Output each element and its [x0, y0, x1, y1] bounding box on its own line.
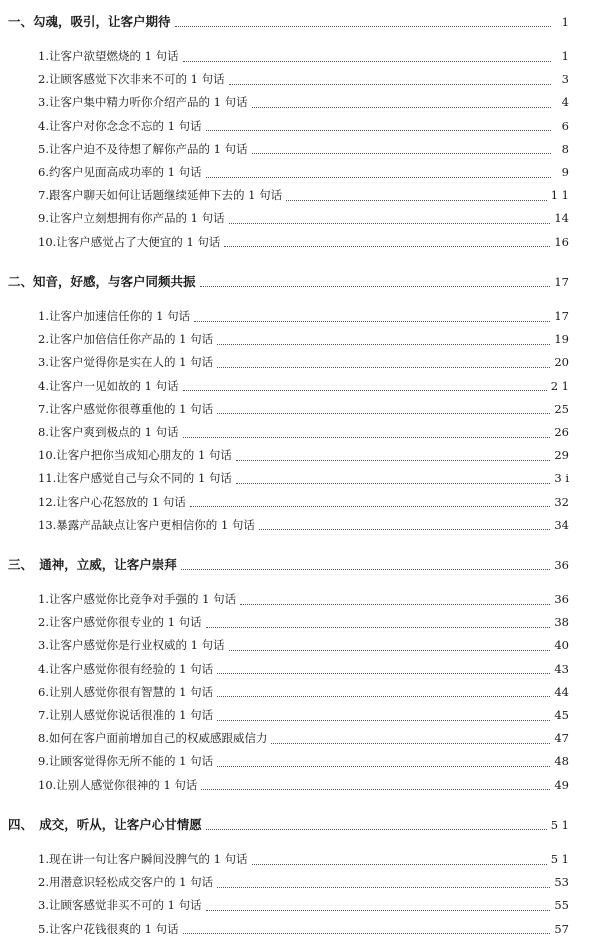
entry-page-number: 17 — [554, 309, 569, 323]
dot-leader — [217, 673, 550, 674]
entry-page-number: 4 — [561, 95, 569, 110]
toc-entry[interactable] — [0, 661, 590, 677]
entry-page-number: 57 — [554, 921, 569, 936]
entry-title: 5.让客户迫不及待想了解你产品的 1 句话 — [38, 141, 248, 156]
dot-leader — [217, 766, 550, 767]
entry-page-number: 38 — [554, 615, 569, 630]
entry-page-number: 45 — [554, 708, 569, 722]
entry-title: 13.暴露产品缺点让客户更相信你的 1 句话 — [38, 517, 255, 532]
entry-title: 1.让客户欲望燃烧的 1 句话 — [38, 49, 179, 63]
toc-entry[interactable] — [0, 164, 590, 180]
entry-page-number: 14 — [554, 211, 569, 226]
dot-leader — [183, 390, 547, 391]
toc-entry[interactable] — [0, 707, 590, 723]
dot-leader — [229, 84, 551, 85]
entry-title: 12.让客户心花怒放的 1 句话 — [38, 494, 186, 509]
dot-leader — [190, 506, 550, 507]
entry-page-number: 3 — [561, 72, 569, 87]
toc-entry[interactable] — [0, 851, 590, 867]
toc-entry[interactable] — [0, 94, 590, 110]
toc-entry[interactable] — [0, 470, 590, 486]
entry-page-number: 44 — [554, 684, 569, 699]
entry-title: 1.让客户感觉你比竞争对手强的 1 句话 — [38, 592, 237, 606]
section-title: 二、知音，好感，与客户同频共振 — [8, 274, 196, 289]
section-title: 四、 成交，听从，让客户心甘情愿 — [8, 817, 202, 832]
entry-page-number: 43 — [554, 661, 569, 676]
toc-section-heading[interactable] — [0, 815, 590, 833]
section-page-number: 1 — [561, 15, 569, 29]
toc-entry[interactable] — [0, 494, 590, 510]
toc-entry[interactable] — [0, 637, 590, 653]
entry-page-number: 5 1 — [550, 852, 569, 866]
dot-leader — [217, 367, 550, 368]
toc-entry[interactable] — [0, 591, 590, 607]
toc-section-heading[interactable] — [0, 555, 590, 573]
entry-title: 3.让客户觉得你是实在人的 1 句话 — [38, 355, 214, 370]
entry-page-number: 9 — [561, 165, 569, 179]
toc-entry[interactable] — [0, 118, 590, 134]
toc-entry[interactable] — [0, 308, 590, 324]
entry-page-number: 20 — [554, 355, 569, 370]
dot-leader — [183, 61, 551, 62]
entry-page-number: 16 — [554, 234, 569, 249]
toc-entry[interactable] — [0, 48, 590, 64]
entry-title: 10.让客户感觉占了大便宜的 1 句话 — [38, 234, 221, 249]
toc-entry[interactable] — [0, 424, 590, 440]
section-title: 三、 通神，立威，让客户崇拜 — [8, 557, 177, 572]
dot-leader — [181, 569, 551, 570]
dot-leader — [206, 829, 547, 830]
entry-page-number: 47 — [554, 731, 569, 746]
dot-leader — [252, 153, 551, 154]
toc-entry[interactable] — [0, 897, 590, 913]
entry-page-number: 26 — [554, 425, 569, 439]
entry-page-number: 40 — [554, 638, 569, 653]
entry-title: 7.让客户感觉你很尊重他的 1 句话 — [38, 401, 214, 416]
entry-page-number: 8 — [561, 141, 569, 156]
entry-title: 3.让客户感觉你是行业权威的 1 句话 — [38, 638, 225, 653]
dot-leader — [217, 413, 550, 414]
entry-title: 7.跟客户聊天如何让话题继续延伸下去的 1 句话 — [38, 188, 283, 203]
entry-title: 8.如何在客户面前增加自己的权威感跟威信力 — [38, 731, 268, 746]
dot-leader — [217, 344, 550, 345]
dot-leader — [183, 437, 551, 438]
toc-entry[interactable] — [0, 331, 590, 347]
dot-leader — [224, 246, 550, 247]
dot-leader — [229, 223, 551, 224]
toc-entry[interactable] — [0, 354, 590, 370]
entry-title: 6.约客户见面高成功率的 1 句话 — [38, 165, 202, 179]
entry-title: 3.让客户集中精力听你介绍产品的 1 句话 — [38, 95, 248, 110]
dot-leader — [206, 177, 551, 178]
dot-leader — [206, 130, 551, 131]
toc-entry[interactable] — [0, 614, 590, 630]
toc-entry[interactable] — [0, 187, 590, 203]
dot-leader — [271, 743, 550, 744]
dot-leader — [236, 460, 550, 461]
entry-title: 10.让客户把你当成知心朋友的 1 句话 — [38, 448, 232, 463]
entry-page-number: 2 1 — [550, 378, 569, 393]
dot-leader — [217, 696, 550, 697]
dot-leader — [217, 887, 550, 888]
entry-title: 2.让客户感觉你很专业的 1 句话 — [38, 615, 202, 630]
toc-entry[interactable] — [0, 71, 590, 87]
entry-page-number: 1 — [561, 49, 569, 63]
toc-entry[interactable] — [0, 753, 590, 769]
entry-title: 7.让别人感觉你说话很准的 1 句话 — [38, 708, 214, 722]
entry-title: 3.让顾客感觉非买不可的 1 句话 — [38, 898, 202, 913]
entry-page-number: 55 — [554, 898, 569, 913]
entry-page-number: 25 — [554, 401, 569, 416]
dot-leader — [200, 286, 551, 287]
dot-leader — [240, 604, 550, 605]
toc-entry[interactable] — [0, 234, 590, 250]
entry-title: 4.让客户感觉你很有经验的 1 句话 — [38, 661, 214, 676]
entry-title: 2.让客户加倍信任你产品的 1 句话 — [38, 332, 214, 347]
dot-leader — [201, 789, 550, 790]
toc-entry[interactable] — [0, 777, 590, 793]
entry-title: 9.让客户立刻想拥有你产品的 1 句话 — [38, 211, 225, 226]
entry-title: 1.现在讲一句让客户瞬间没脾气的 1 句话 — [38, 852, 248, 866]
dot-leader — [206, 627, 551, 628]
toc-entry[interactable] — [0, 141, 590, 157]
entry-page-number: 53 — [554, 875, 569, 890]
entry-title: 4.让客户对你念念不忘的 1 句话 — [38, 118, 202, 133]
entry-page-number: 6 — [561, 118, 569, 133]
toc-entry[interactable] — [0, 447, 590, 463]
section-page-number: 5 1 — [550, 818, 569, 832]
entry-page-number: 49 — [554, 777, 569, 792]
dot-leader — [259, 529, 550, 530]
toc-section-heading[interactable] — [0, 272, 590, 290]
entry-title: 2.让顾客感觉下次非来不可的 1 句话 — [38, 72, 225, 87]
dot-leader — [252, 107, 551, 108]
dot-leader — [236, 483, 550, 484]
entry-page-number: 48 — [554, 754, 569, 769]
dot-leader — [194, 321, 550, 322]
dot-leader — [229, 650, 551, 651]
entry-title: 6.让别人感觉你很有智慧的 1 句话 — [38, 684, 214, 699]
dot-leader — [175, 26, 551, 27]
toc-entry[interactable] — [0, 874, 590, 890]
toc-entry[interactable] — [0, 921, 590, 937]
section-page-number: 36 — [554, 558, 569, 572]
dot-leader — [286, 200, 547, 201]
entry-title: 11.让客户感觉自己与众不同的 1 句话 — [38, 471, 232, 486]
section-page-number: 17 — [554, 275, 569, 289]
dot-leader — [183, 933, 551, 934]
entry-title: 2.用潜意识轻松成交客户的 1 句话 — [38, 875, 214, 890]
entry-title: 10.让别人感觉你很神的 1 句话 — [38, 777, 198, 792]
toc-entry[interactable] — [0, 210, 590, 226]
dot-leader — [206, 910, 551, 911]
entry-page-number: 1 1 — [550, 188, 569, 203]
entry-title: 8.让客户爽到极点的 1 句话 — [38, 425, 179, 439]
entry-page-number: 34 — [554, 517, 569, 532]
entry-page-number: 32 — [554, 494, 569, 509]
entry-page-number: 36 — [554, 592, 569, 606]
toc-entry[interactable] — [0, 684, 590, 700]
dot-leader — [252, 864, 547, 865]
toc-entry[interactable] — [0, 378, 590, 394]
entry-page-number: 3 i — [554, 471, 569, 486]
entry-page-number: 19 — [554, 332, 569, 347]
toc-entry[interactable] — [0, 730, 590, 746]
toc-entry[interactable] — [0, 401, 590, 417]
entry-title: 4.让客户一见如故的 1 句话 — [38, 378, 179, 393]
toc-entry[interactable] — [0, 517, 590, 533]
entry-title: 9.让顾客觉得你无所不能的 1 句话 — [38, 754, 214, 769]
toc-section-heading[interactable] — [0, 12, 590, 30]
entry-title: 1.让客户加速信任你的 1 句话 — [38, 309, 191, 323]
section-title: 一、勾魂，吸引，让客户期待 — [8, 14, 171, 29]
dot-leader — [217, 720, 550, 721]
entry-page-number: 29 — [554, 448, 569, 463]
entry-title: 5.让客户花钱很爽的 1 句话 — [38, 921, 179, 936]
